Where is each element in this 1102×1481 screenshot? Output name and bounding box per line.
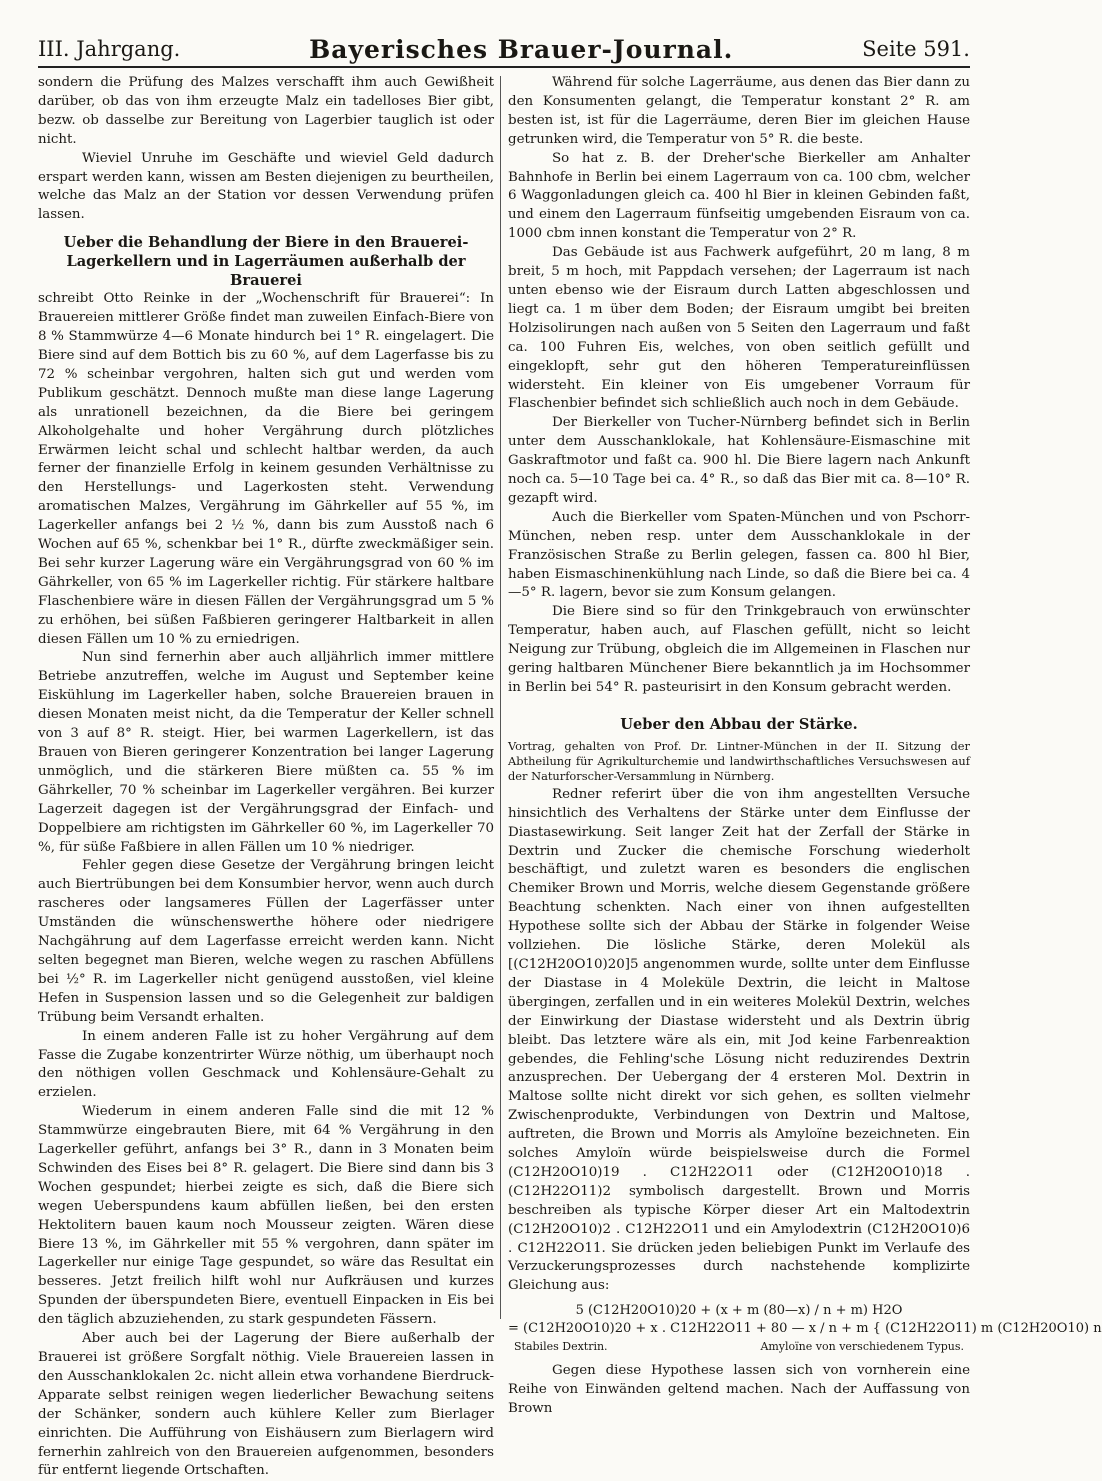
paragraph: Wiederum in einem anderen Falle sind die mit 12 % Stammwürze eingebrauten Biere, mit 64 % Vergährung in den Lagerkeller geführt, anfangs bei 3° R., dann in 3 Monaten beim Schwinden des Eises bei 8° R. gelagert. Die Biere sind dann bis 3 Wochen gespundet; hierbei zeigte es sich, daß die Biere sich wegen Ueberspundens kaum abfüllen ließen, bei den ersten Hektolitern bauen kaum noch Mousseur zeigten. Wären diese Biere 13 %, im Gährkeller mit 55 % vergohren, dann später im Lagerkeller nur einige Tage gespundet, so wäre das Resultat ein besseres. Jetzt freilich hilft wohl nur Aufkräusen und kurzes Spunden der überspundeten Biere, eventuell Einpacken in Eis bei den täglich abzuziehenden, zu stark gespundeten Fässern.: [38, 1104, 494, 1328]
paragraph: Aber auch bei der Lagerung der Biere außerhalb der Brauerei ist größere Sorgfalt nöthig. Viele Brauereien lassen in den Ausschanklokalen 2c. nicht allein etwa vorhandene Bierdruck-Apparate selbst reinigen wegen liederlicher Bewachung seitens der Schänker, sondern auch kühlere Keller zum Bierlager einrichten. Die Aufführung von Eishäusern zum Bierlagern wird fernerhin zahlreich von den Brauereien aufgenommen, besonders für entfernt liegende Ortschaften.: [38, 1331, 494, 1479]
equation-line-2: = (C12H20O10)20 + x . C12H22O11 + 80 — x / n + m { (C12H22O11) m (C12H20O10) n: [508, 1321, 1102, 1337]
article-heading: Ueber die Behandlung der Biere in den Brauerei-Lagerkellern und in Lagerräumen außerhalb der Brauerei: [63, 234, 469, 290]
paragraph: Fehler gegen diese Gesetze der Vergährung bringen leicht auch Biertrübungen bei dem Konsumbier hervor, wenn auch durch rascheres oder langsameres Füllen der Lagerfässer unter Umständen die wünschenswerthe höhere oder niedrigere Nachgährung auf dem Lagerfasse erreicht werden kann. Nicht selten begegnet man Bieren, welche wegen zu raschen Abfüllens bei ½° R. im Lagerkeller nicht genügend ausstoßen, viel kleine Hefen in Suspension lassen und so die Gelegenheit zur baldigen Trübung beim Versandt erhalten.: [38, 858, 494, 1025]
paragraph: Während für solche Lagerräume, aus denen das Bier dann zu den Konsumenten gelangt, die Temperatur konstant 2° R. am besten ist, ist für die Lagerräume, deren Bier im gleichen Hause getrunken wird, die Temperatur von 5° R. die beste.: [508, 75, 970, 147]
equation: [508, 1302, 1102, 1356]
page-header: [38, 32, 970, 68]
equation-label-stable: Stabiles Dextrin.: [514, 1340, 608, 1354]
left-column: [38, 74, 494, 1479]
paragraph: Auch die Bierkeller vom Spaten-München und von Pschorr-München, neben resp. unter dem Ausschanklokale in der Französischen Straße zu Berlin gelegen, fassen ca. 800 hl Bier, haben Eismaschinenkühlung nach Linde, so daß die Biere bei ca. 4—5° R. lagern, bevor sie zum Konsum gelangen.: [508, 509, 970, 601]
volume-label: III. Jahrgang.: [38, 37, 181, 61]
paragraph: Gegen diese Hypothese lassen sich von vornherein eine Reihe von Einwänden geltend machen. Nach der Auffassung von Brown: [508, 1363, 970, 1417]
paragraph: Wieviel Unruhe im Geschäfte und wieviel Geld dadurch erspart werden kann, wissen am Besten diejenigen zu beurtheilen, welche das Malz an der Station vor dessen Verwendung prüfen lassen.: [38, 150, 494, 223]
paragraph: Die Biere sind so für den Trinkgebrauch von erwünschter Temperatur, haben auch, auf Flaschen gefüllt, nicht so leicht Neigung zur Trübung, obgleich die im Allgemeinen in Flaschen nur gering haltbaren Münchener Biere bekanntlich ja im Hochsommer in Berlin bei 54° R. pasteurisirt in den Konsum gebracht werden.: [508, 604, 970, 695]
equation-label-amyloin: Amyloïne von verschiedenem Typus.: [760, 1340, 964, 1354]
paragraph: In einem anderen Falle ist zu hoher Vergährung auf dem Fasse die Zugabe konzentrirter Würze nöthig, um überhaupt noch den nöthigen vollen Geschmack und Kohlensäure-Gehalt zu erzielen.: [38, 1028, 494, 1101]
right-column: [508, 74, 1102, 1417]
paragraph: sondern die Prüfung des Malzes verschafft ihm auch Gewißheit darüber, ob das von ihm erzeugte Malz ein tadelloses Bier gibt, bezw. ob dasselbe zur Bereitung von Lagerbier tauglich ist oder nicht.: [38, 75, 494, 147]
paragraph: Der Bierkeller von Tucher-Nürnberg befindet sich in Berlin unter dem Ausschanklokale, hat Kohlensäure-Eismaschine mit Gaskraftmotor und faßt ca. 900 hl. Die Biere lagern nach Ankunft noch ca. 5—10 Tage bei ca. 4° R., so daß das Bier mit ca. 8—10° R. gezapft wird.: [508, 415, 970, 506]
paragraph: So hat z. B. der Dreher'sche Bierkeller am Anhalter Bahnhofe in Berlin bei einem Lagerraum von ca. 100 cbm, welcher 6 Waggonladungen gleich ca. 400 hl Bier in kleinen Gebinden faßt, und einem den Lagerraum fünfseitig umgebenden Eisraum von ca. 1000 cbm innen konstant die Temperatur von 2° R.: [508, 150, 970, 242]
paragraph: schreibt Otto Reinke in der „Wochenschrift für Brauerei“: In Brauereien mittlerer Größe findet man zuweilen Einfach-Biere von 8 % Stammwürze 4—6 Monate hindurch bei 1° R. eingelagert. Die Biere sind auf dem Bottich bis zu 60 %, auf dem Lagerfasse bis zu 72 % scheinbar vergohren, halten sich gut und werden vom Publikum geschätzt. Dennoch mußte man diese lange Lagerung als unrationell bezeichnen, da die Biere bei geringem Alkoholgehalte und hoher Vergährung durch plötzliches Erwärmen leicht schal und schlecht haltbar werden, da auch ferner der finanzielle Erfolg in keinem gesunden Verhältnisse zu den Herstellungs- und Lagerkosten steht. Verwendung aromatischen Malzes, Vergährung im Gährkeller auf 55 %, im Lagerkeller anfangs bei 2 ½ %, dann bis zum Ausstoß nach 6 Wochen auf 65 %, schenkbar bei 1° R., dürfte zweckmäßiger sein. Bei sehr kurzer Lagerung wäre ein Vergährungsgrad von 60 % im Gährkeller, von 65 % im Lagerkeller richtig. Für stärkere haltbare Flaschenbiere wäre in diesen Fällen der Vergährungsgrad um 5 % zu erhöhen, bei süßen Faßbieren geringerer Haltbarkeit in allen diesen Fällen um 10 % zu erniedrigen.: [38, 291, 494, 647]
paragraph: Das Gebäude ist aus Fachwerk aufgeführt, 20 m lang, 8 m breit, 5 m hoch, mit Pappdach versehen; der Lagerraum ist nach unten ebenso wie der Eisraum durch Latten abgeschlossen und liegt ca. 1 m über dem Boden; der Eisraum umgibt bei breiten Holzisolirungen nach außen von 5 Seiten den Lagerraum und faßt ca. 100 Fuhren Eis, welches, von oben seitlich gefüllt und eingeklopft, sehr gut den höheren Temperatureinflüssen widersteht. Ein kleiner von Eis umgebener Vorraum für Flaschenbier befindet sich schließlich auch noch in dem Gebäude.: [508, 245, 970, 412]
paragraph: Nun sind fernerhin aber auch alljährlich immer mittlere Betriebe anzutreffen, welche im August und September keine Eiskühlung im Lagerkeller haben, solche Brauereien brauen in diesen Monaten meist nicht, da die Temperatur der Keller schnell von 3 auf 8° R. steigt. Hier, bei warmen Lagerkellern, ist das Brauen von Bieren geringerer Konzentration bei langer Lagerung unmöglich, und die stärkeren Biere müßten ca. 55 % im Gährkeller, 70 % scheinbar im Lagerkeller vergähren. Bei kurzer Lagerzeit dagegen ist der Vergährungsgrad der Einfach- und Doppelbiere am richtigsten im Gährkeller 60 %, im Lagerkeller 70 %, für süße Faßbiere in allen Fällen um 10 % niedriger.: [38, 650, 494, 855]
article-heading: Ueber den Abbau der Stärke.: [620, 715, 858, 733]
journal-title: Bayerisches Brauer-Journal.: [309, 34, 734, 64]
page-number: Seite 591.: [862, 37, 970, 61]
column-divider: [500, 76, 501, 1319]
lecture-subtitle: Vortrag, gehalten von Prof. Dr. Lintner-München in der II. Sitzung der Abtheilung für Agrikulturchemie und landwirthschaftliches Versuchswesen auf der Naturforscher-Versammlung in Nürnberg.: [508, 738, 970, 783]
equation-line-1: 5 (C12H20O10)20 + (x + m (80—x) / n + m) H2O: [575, 1303, 903, 1319]
paragraph: Redner referirt über die von ihm angestellten Versuche hinsichtlich des Verhaltens der Stärke unter dem Einflusse der Diastasewirkung. Seit langer Zeit hat der Zerfall der Stärke in Dextrin und Zucker die chemische Forschung wiederholt beschäftigt, und zuletzt waren es besonders die englischen Chemiker Brown und Morris, welche diesem Gegenstande größere Beachtung schenkten. Nach einer von ihnen aufgestellten Hypothese sollte sich der Abbau der Stärke in folgender Weise vollziehen. Die lösliche Stärke, deren Molekül als [(C12H20O10)20]5 angenommen wurde, sollte unter dem Einflusse der Diastase in 4 Moleküle Dextrin, die leicht in Maltose übergingen, zerfallen und in ein weiteres Molekül Dextrin, welches der Einwirkung der Diastase widersteht und als Dextrin übrig bleibt. Das letztere wäre als ein, mit Jod keine Farbenreaktion gebendes, die Fehling'sche Lösung nicht reduzirendes Dextrin anzusprechen. Der Uebergang der 4 ersteren Mol. Dextrin in Maltose sollte nicht direkt vor sich gehen, es sollten vielmehr Zwischenprodukte, Verbindungen von Dextrin und Maltose, auftreten, die Brown und Morris als Amyloïne bezeichneten. Ein solches Amyloïn würde beispielsweise durch die Formel (C12H20O10)19 . C12H22O11 oder (C12H20O10)18 . (C12H22O11)2 symbolisch dargestellt. Brown und Morris beschreiben als typische Körper dieser Art ein Maltodextrin (C12H20O10)2 . C12H22O11 und ein Amylodextrin (C12H20O10)6 . C12H22O11. Sie drücken jeden beliebigen Punkt im Verlaufe des Verzuckerungsprozesses durch nachstehende komplizirte Gleichung aus:: [508, 786, 970, 1294]
